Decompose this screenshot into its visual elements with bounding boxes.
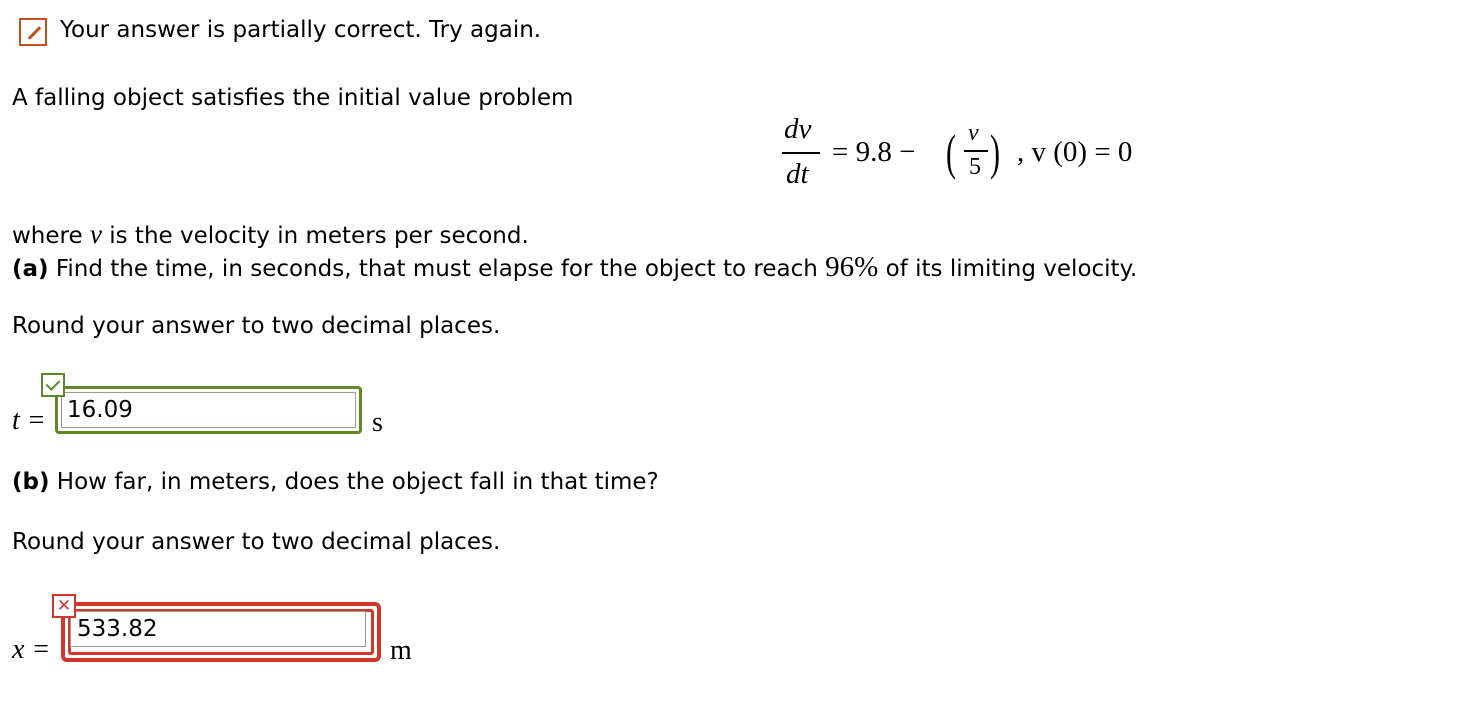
part-b-label: (b) [12, 469, 50, 495]
part-a-text: Find the time, in seconds, that must elapse for the object to reach [48, 256, 826, 282]
equation-paren-right: ) [990, 124, 1000, 180]
status-message: Your answer is partially correct. Try again. [60, 17, 542, 43]
part-a-label: (a) [12, 256, 49, 282]
fraction-bar [964, 150, 988, 152]
part-a-text-end: of its limiting velocity. [878, 256, 1138, 282]
check-icon [41, 373, 65, 397]
t-answer-input[interactable] [61, 392, 356, 428]
initial-condition: , v (0) = 0 [1017, 136, 1133, 168]
part-b-text: How far, in meters, does the object fall in that time? [49, 469, 659, 495]
fraction-bar [782, 152, 820, 154]
where-prefix: where [12, 223, 90, 249]
x-mark-icon: ✕ [52, 594, 76, 618]
equation-paren-left: ( [946, 124, 956, 180]
equation-inner-numerator: v [968, 120, 979, 146]
problem-intro: A falling object satisfies the initial value problem [12, 85, 574, 111]
rounding-instruction-b: Round your answer to two decimal places. [12, 529, 501, 555]
part-a-question [12, 251, 1137, 284]
equation-lhs-denominator: dt [786, 158, 809, 190]
equation-lhs-numerator: dv [784, 113, 812, 145]
x-unit: m [390, 635, 412, 666]
t-answer-field-frame [55, 386, 362, 434]
variable-definition [12, 219, 529, 250]
equation-rhs-constant: = 9.8 − [832, 136, 916, 168]
velocity-variable: v [89, 219, 102, 249]
percent-value: 96% [825, 251, 879, 283]
t-unit: s [372, 407, 383, 438]
x-answer-field-frame [61, 602, 381, 662]
rounding-instruction-a: Round your answer to two decimal places. [12, 313, 501, 339]
x-answer-input[interactable] [70, 611, 366, 647]
x-answer-label: x = [12, 634, 51, 665]
where-suffix: is the velocity in meters per second. [101, 223, 529, 249]
t-answer-label: t = [12, 405, 46, 436]
pencil-icon [19, 18, 47, 46]
equation-inner-denominator: 5 [969, 154, 981, 180]
part-b-question [12, 469, 659, 495]
